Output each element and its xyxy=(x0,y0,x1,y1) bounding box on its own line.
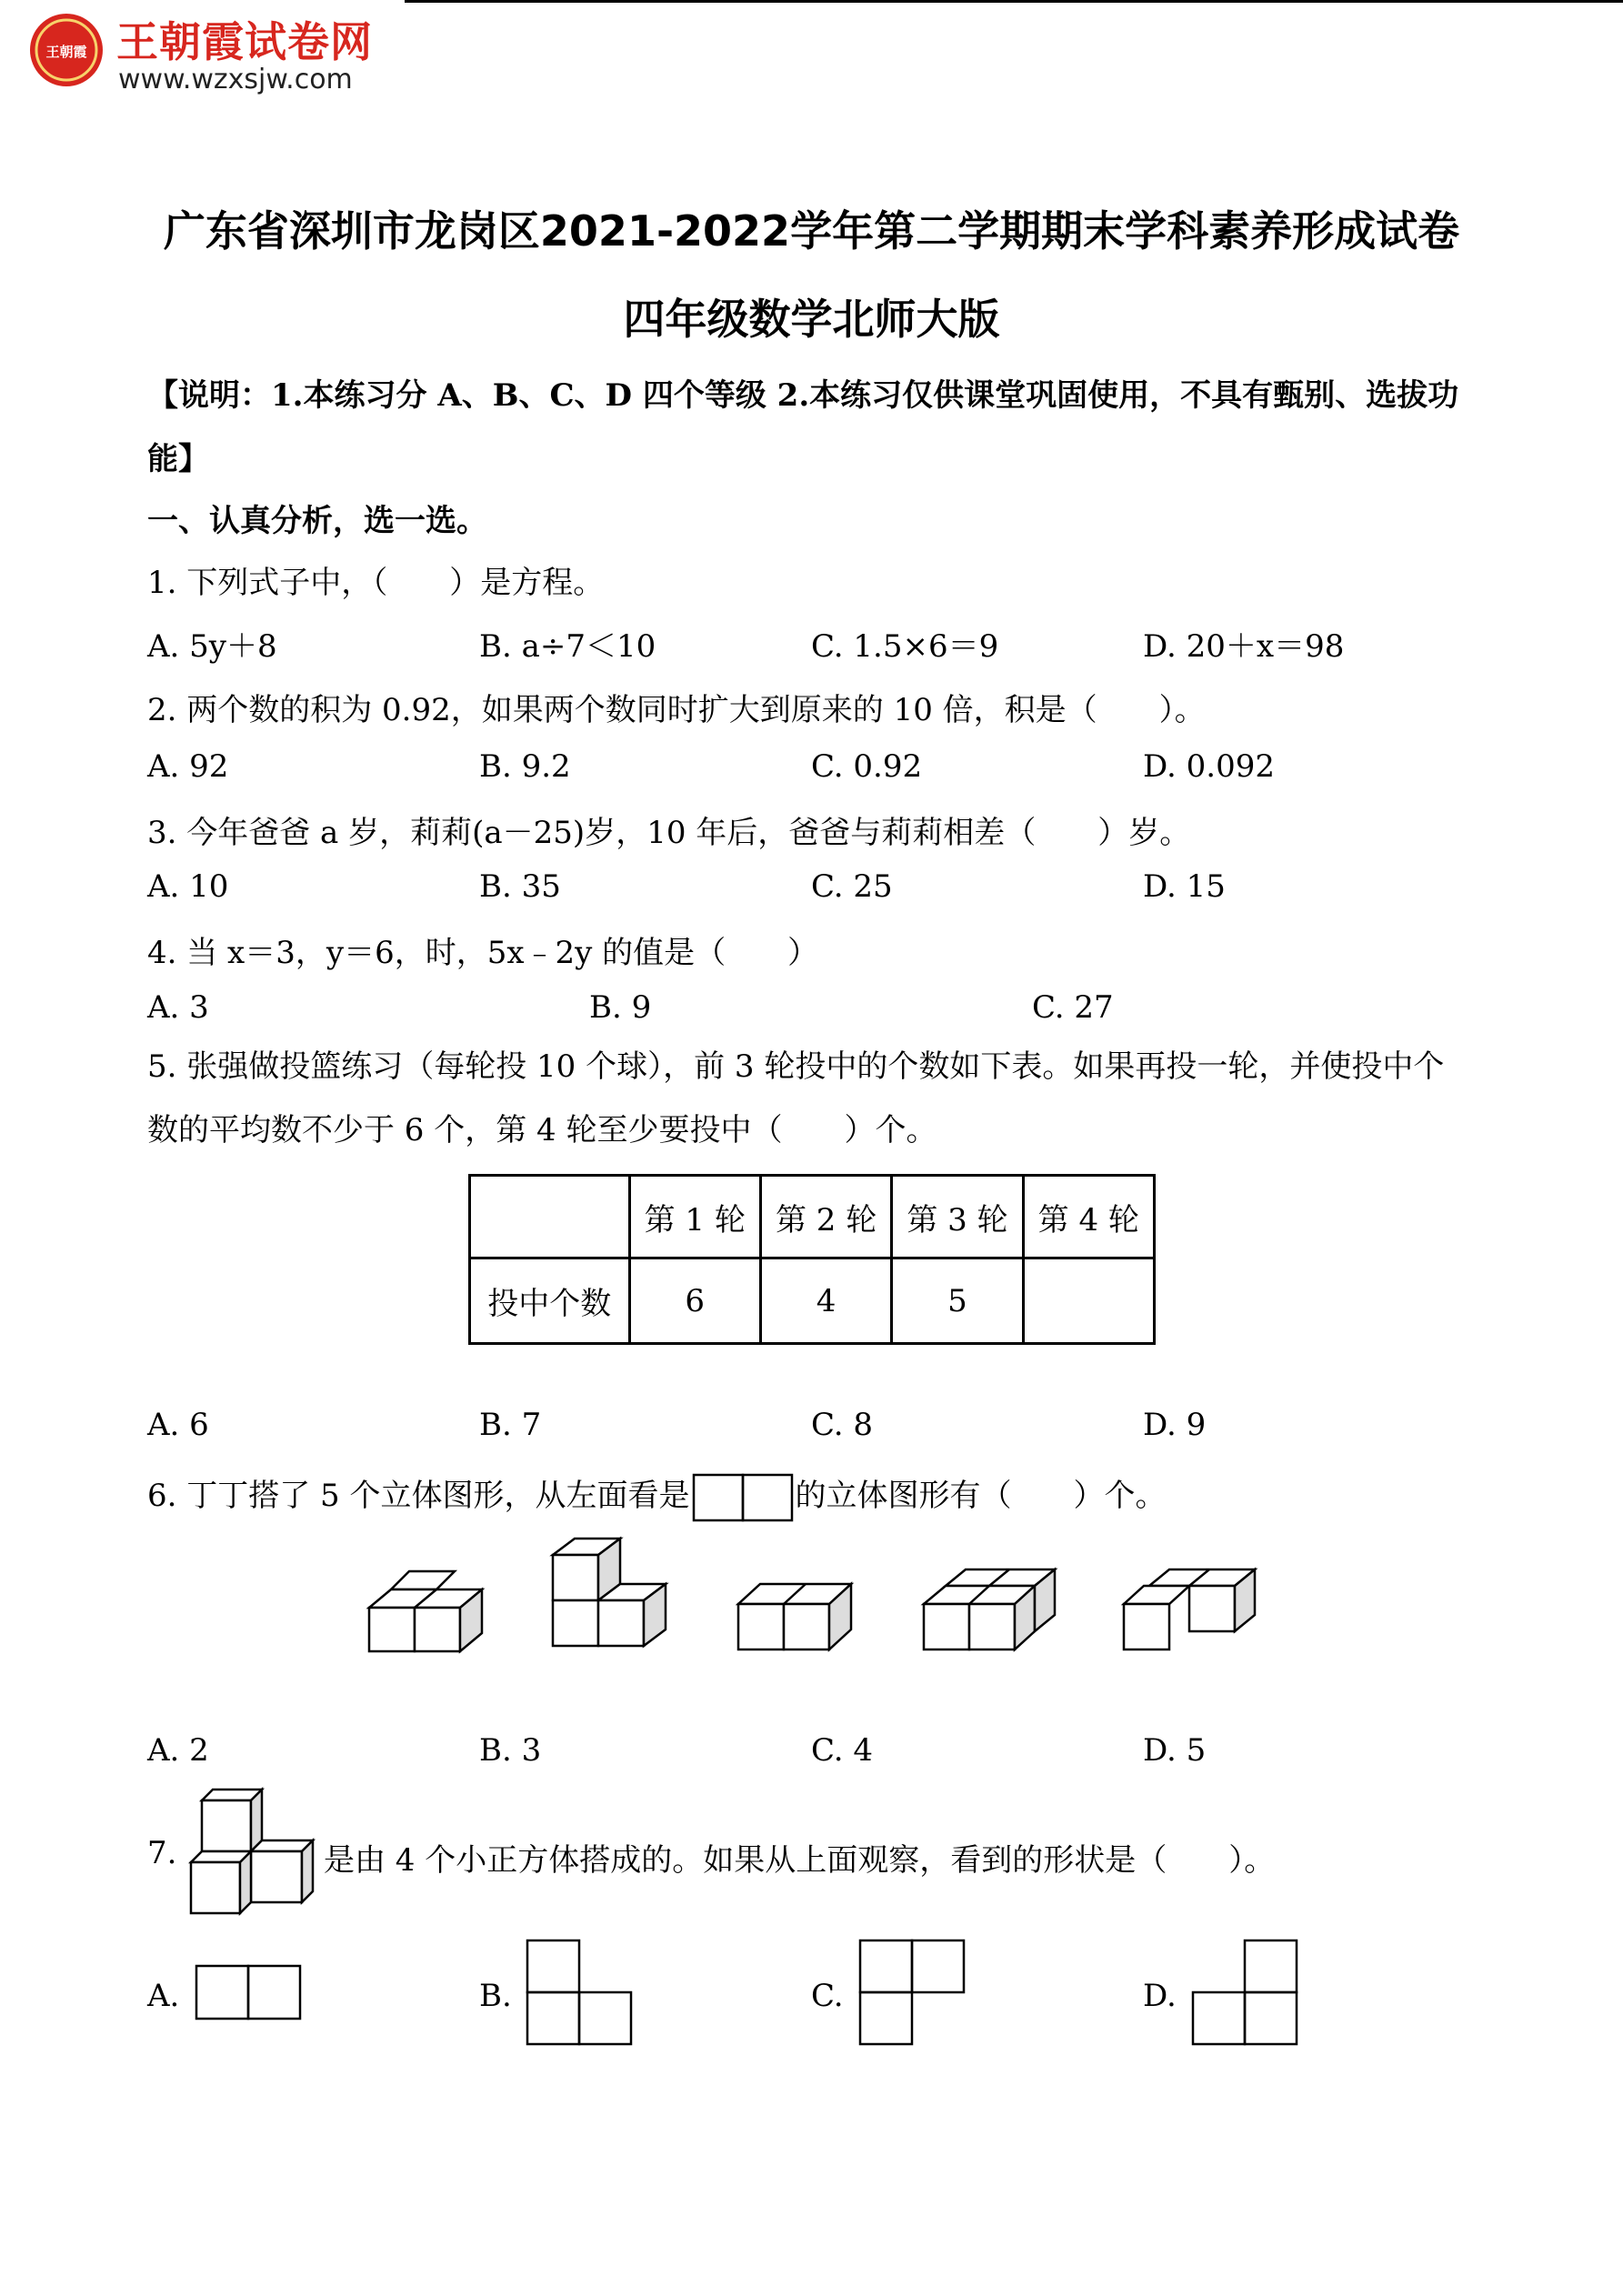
question-1-option-a[interactable]: A. 5y＋8 xyxy=(147,628,277,665)
question-1-option-c[interactable]: C. 1.5×6＝9 xyxy=(811,628,999,665)
question-5-option-b[interactable]: B. 7 xyxy=(479,1407,542,1443)
question-7-option-a[interactable]: A. xyxy=(147,1978,180,2014)
instructions-note: 【说明：1.本练习分 A、B、C、D 四个等级 2.本练习仅供课堂巩固使用，不具有甄别、选拔功能】 xyxy=(147,377,1459,477)
solid-figure-5 xyxy=(1118,1566,1260,1657)
top-rule xyxy=(405,0,1623,3)
question-1-stem: 1. 下列式子中，（ ）是方程。 xyxy=(147,565,605,601)
question-4-option-a[interactable]: A. 3 xyxy=(147,989,209,1026)
score-table xyxy=(468,1174,1156,1345)
option-d-shape[interactable] xyxy=(1191,1939,1300,2048)
option-c-shape[interactable] xyxy=(858,1939,967,2048)
left-view-figure xyxy=(692,1473,794,1522)
solid-figure-1 xyxy=(364,1564,491,1655)
table-header-cell: 第 2 轮 xyxy=(760,1176,891,1258)
question-5-stem: 5. 张强做投篮练习（每轮投 10 个球），前 3 轮投中的个数如下表。如果再投一轮，并使投中个数的平均数不少于 6 个，第 4 轮至少要投中（ ）个。 xyxy=(147,1048,1445,1148)
question-7-stem: 是由 4 个小正方体搭成的。如果从上面观察，看到的形状是（ ）。 xyxy=(324,1842,1276,1879)
question-4-option-c[interactable]: C. 27 xyxy=(1032,989,1114,1026)
question-4-option-b[interactable]: B. 9 xyxy=(589,989,652,1026)
question-7-option-b[interactable]: B. xyxy=(479,1978,512,2014)
watermark-site-name: 王朝霞试卷网 xyxy=(116,17,373,66)
question-4-stem: 4. 当 x＝3，y＝6，时，5x﹣2y 的值是（ ） xyxy=(147,935,819,971)
question-7-solid xyxy=(185,1784,324,1922)
question-6-option-c[interactable]: C. 4 xyxy=(811,1732,874,1769)
table-cell xyxy=(1023,1258,1154,1344)
question-6-stem-before: 6. 丁丁搭了 5 个立体图形，从左面看是 xyxy=(147,1478,690,1514)
table-header-cell: 第 3 轮 xyxy=(892,1176,1023,1258)
table-header-cell: 第 1 轮 xyxy=(629,1176,760,1258)
question-6-option-b[interactable]: B. 3 xyxy=(479,1732,542,1769)
question-2-option-b[interactable]: B. 9.2 xyxy=(479,748,571,785)
question-3-option-b[interactable]: B. 35 xyxy=(479,868,561,905)
watermark-url[interactable]: www.wzxsjw.com xyxy=(118,64,353,95)
question-3-option-c[interactable]: C. 25 xyxy=(811,868,893,905)
option-b-shape[interactable] xyxy=(526,1939,635,2048)
table-cell: 5 xyxy=(892,1258,1023,1344)
question-6-option-a[interactable]: A. 2 xyxy=(147,1732,209,1769)
question-7-number: 7. xyxy=(147,1835,177,1871)
table-cell: 6 xyxy=(629,1258,760,1344)
svg-text:王朝霞: 王朝霞 xyxy=(45,44,87,60)
question-2-option-a[interactable]: A. 92 xyxy=(147,748,229,785)
question-5-option-a[interactable]: A. 6 xyxy=(147,1407,209,1443)
solid-figure-3 xyxy=(733,1582,860,1655)
table-cell: 4 xyxy=(760,1258,891,1344)
option-a-shape[interactable] xyxy=(195,1964,304,2022)
solid-figure-2 xyxy=(547,1537,675,1655)
question-6-option-d[interactable]: D. 5 xyxy=(1143,1732,1207,1769)
paper-subtitle: 四年级数学北师大版 xyxy=(623,295,1000,344)
question-1-option-d[interactable]: D. 20＋x＝98 xyxy=(1143,628,1345,665)
question-3-stem: 3. 今年爸爸 a 岁，莉莉(a－25)岁，10 年后，爸爸与莉莉相差（ ）岁。 xyxy=(147,815,1191,851)
paper-title: 广东省深圳市龙岗区2021-2022学年第二学期期末学科素养形成试卷 xyxy=(163,206,1460,256)
watermark-seal-logo xyxy=(27,11,105,89)
question-3-option-a[interactable]: A. 10 xyxy=(147,868,229,905)
question-7-option-c[interactable]: C. xyxy=(811,1978,844,2014)
table-header-cell: 第 4 轮 xyxy=(1023,1176,1154,1258)
question-7-option-d[interactable]: D. xyxy=(1143,1978,1177,2014)
question-6-stem xyxy=(147,1470,1167,1522)
question-5-option-d[interactable]: D. 9 xyxy=(1143,1407,1207,1443)
question-5-option-c[interactable]: C. 8 xyxy=(811,1407,874,1443)
question-1-option-b[interactable]: B. a÷7＜10 xyxy=(479,628,656,665)
table-header-cell xyxy=(470,1176,630,1258)
question-6-stem-after: 的立体图形有（ ）个。 xyxy=(795,1478,1167,1514)
section-heading: 一、认真分析，选一选。 xyxy=(147,503,487,539)
solid-figure-4 xyxy=(918,1566,1060,1657)
question-2-option-d[interactable]: D. 0.092 xyxy=(1143,748,1275,785)
question-2-stem: 2. 两个数的积为 0.92，如果两个数同时扩大到原来的 10 倍，积是（ ）。 xyxy=(147,692,1206,728)
table-row-label: 投中个数 xyxy=(470,1258,630,1344)
question-2-option-c[interactable]: C. 0.92 xyxy=(811,748,923,785)
question-3-option-d[interactable]: D. 15 xyxy=(1143,868,1226,905)
